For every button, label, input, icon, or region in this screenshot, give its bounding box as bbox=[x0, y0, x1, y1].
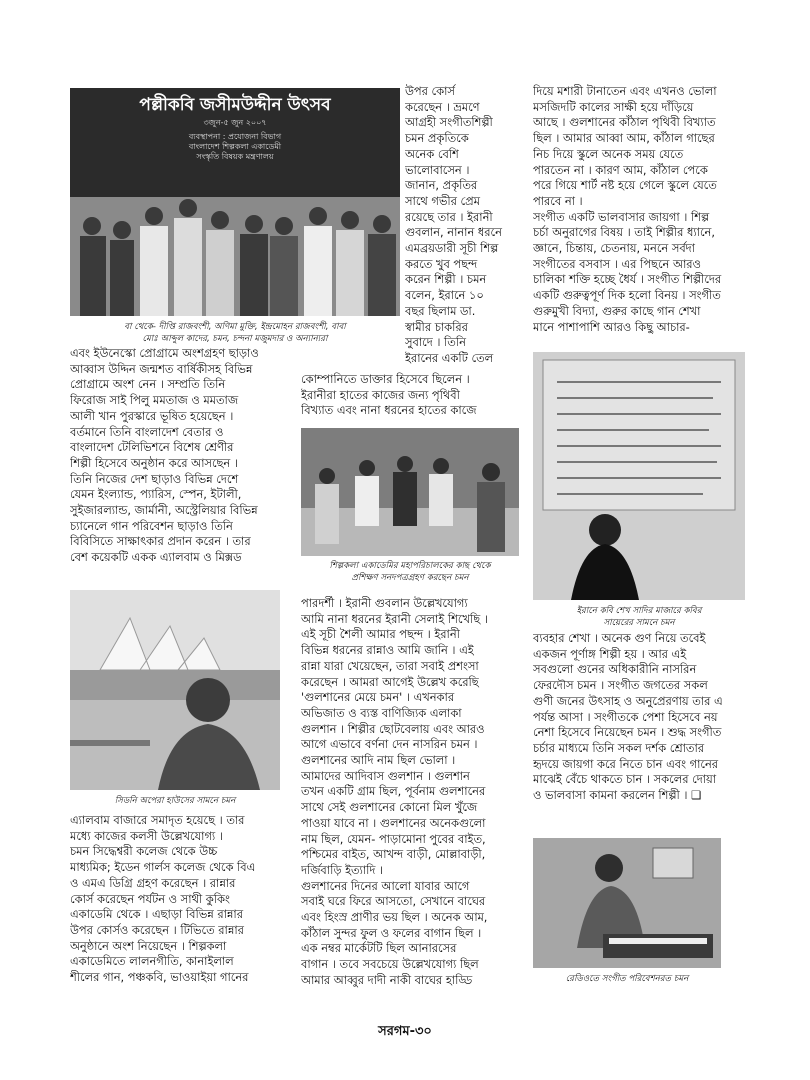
radio-photo-caption: রেডিওতে সংগীত পরিবেশনরত চমন bbox=[565, 974, 689, 984]
academy-photo-caption: শিল্পকলা একাডেমির মহাপরিচালকের কাছ থেকে প্রশিক্ষণ সনদপত্রগ্রহণ করছেন চমন bbox=[329, 561, 491, 583]
page-number: সরগম-৩০ bbox=[378, 1024, 432, 1039]
festival-photo-caption: বা থেকে- দীপ্তি রাজবংশী, অণিমা মুক্তি, ইন্দ্রমোহন রাজবংশী, বাবা মোঃ আব্দুল কাদের, চমন, চন্দনা মজুমদার ও অন্যান্যরা bbox=[124, 322, 346, 344]
article-col3-mid: ব্যবহার শেখা । অনেক গুণ নিয়ে তবেই একজন পূর্ণাঙ্গ শিল্পী হয় । আর এই সবগুলো গুনের অধিকারীনি নাসরিন ফেরদৌস চমন । সংগীত জগতের সকল গুণী জনের উৎসাহ ও অনুপ্রেরণায় তার এ পর্যন্ত আসা । সংগীতকে পেশা হিসেবে নয় নেশা হিসেবে নিয়েছেন চমন । শুদ্ধ সংগীত চর্চার মাধ্যমে তিনি সকল দর্শক শ্রোতার হৃদয়ে জায়গা করে নিতে চান এবং গানের মাঝেই বেঁচে থাকতে চান । সকলের দোয়া ও ভালবাসা কামনা করলেন শিল্পী । ❑ bbox=[533, 631, 723, 803]
article-col3-top: দিয়ে মশারী টানাতেন এবং এখনও ভোলা মসজিদটি কালের সাক্ষী হয়ে দাঁড়িয়ে আছে । গুলশানের কাঁঠাল পৃথিবী বিখ্যাত ছিল । আমার আব্বা আম, কাঁঠাল গাছের নিচ দিয়ে স্কুলে অনেক সময় যেতে পারতেন না । কারণ আম, কাঁঠাল পেকে পরে গিয়ে শার্ট নষ্ট হয়ে গেলে স্কুলে যেতে পারবে না । সংগীত একটি ভালবাসার জায়গা । শিল্প চর্চা অনুরাগের বিষয় । তাই শিল্পীর ধ্যানে, জ্ঞানে, চিন্তায়, চেতনায়, মননে সর্বদা সংগীতের বসবাস । এর পিছনে আরও চালিকা শক্তি হচ্ছে ধৈর্য । সংগীত শিল্পীদের একটি গুরুত্বপূর্ণ দিক হলো বিনয় । সংগীত গুরুমুখী বিদ্যা, গুরুর কাছে গান শেখা মানে পাশাপাশি আরও কিছু আচার- bbox=[533, 84, 722, 334]
sydney-opera-house-photo bbox=[70, 590, 280, 790]
article-col1-bottom: এ্যালবাম বাজারে সমাদৃত হয়েছে । তার মধ্যে কাজের কলসী উল্লেখযোগ্য । চমন সিদ্ধেশ্বরী কলেজ থেকে উচ্চ মাধ্যমিক; ইডেন গার্লস কলেজ থেকে বিএ ও এমএ ডিগ্রি গ্রহণ করেছেন । রান্নার কোর্স করেছেন পর্যটন ও সাথী কুকিং একাডেমি থেকে । এছাড়া বিভিন্ন রান্নার উপর কোর্সও করেছেন । টিভিতে রান্নার অনুষ্ঠানে অংশ নিয়েছেন । শিল্পকলা একাডেমিতে লালনগীতি, কানাইলাল শীলের গান, পঞ্চকবি, ভাওয়াইয়া গানের bbox=[70, 813, 256, 985]
sydney-photo-caption: সিডনি অপেরা হাউসের সামনে চমন bbox=[114, 796, 236, 806]
radio-performance-photo bbox=[533, 838, 721, 968]
banner-date: ৩জুন-৫ জুন ২০০৭ bbox=[203, 118, 267, 127]
iran-tomb-photo bbox=[533, 352, 745, 600]
article-col2-bottom: পারদর্শী । ইরানী গুবলান উল্লেখযোগ্য আমি নানা ধরনের ইরানী সেলাই শিখেছি । এই সূচী শৈলী আমার পছন্দ । ইরানী বিভিন্ন ধরনের রান্নাও আমি জানি । এই রান্না যারা খেয়েছেন, তারা সবাই প্রশংসা করেছেন । আমরা আগেই উল্লেখ করেছি 'গুলশানের মেয়ে চমন' । এখনকার অভিজাত ও ব্যস্ত বাণিজ্যিক এলাকা গুলশান । শিল্পীর ছোটবেলায় এবং আরও আগে এভাবে বর্ণনা দেন নাসরিন চমন । গুলশানের আদি নাম ছিল ভোলা । আমাদের আদিবাস গুলশান । গুলশান তখন একটি গ্রাম ছিল, পূর্বনাম গুলশানের সাথে সেই গুলশানের কোনো মিল খুঁজে পাওয়া যাবে না । গুলশানের অনেকগুলো নাম ছিল, যেমন- পাড়ামোনা পুবের বাইত, পশ্চিমের বাইত, আখন্দ বাড়ী, মোল্লাবাড়ী, দর্জিবাড়ি ইত্যাদি । গুলশানের দিনের আলো যাবার আগে সবাই ঘরে ফিরে আসতো, সেখানে বাঘের এবং হিংস্র প্রাণীর ভয় ছিল । অনেক আম, কাঁঠাল সুন্দর ফুল ও ফলের বাগান ছিল । এক নম্বর মার্কেটটি ছিল আনারসের বাগান । তবে সবচেয়ে উল্লেখযোগ্য ছিল আমার আব্বুর দাদী নাকী বাঘের হাড্ডি bbox=[301, 596, 488, 987]
banner-subtitle: ব্যবস্থাপনা : প্রযোজনা বিভাগ বাংলাদেশ শিল্পকলা একাডেমী সংস্কৃতি বিষয়ক মন্ত্রণালয় bbox=[188, 132, 282, 161]
article-col2-top: উপর কোর্স করেছেন । ভ্রমণে আগ্রহী সংগীতশিল্পী চমন প্রকৃতিকে অনেক বেশি ভালোবাসেন । জানান, প্রকৃতির সাথে গভীর প্রেম রয়েছে তার । ইরানী গুবলান, নানান ধরনে এমব্রয়ডারী সূচী শিল্প করতে খুব পছন্দ করেন শিল্পী । চমন বলেন, ইরানে ১০ বছর ছিলাম ডা. স্বামীর চাকরির সুবাদে । তিনি ইরানের একটি তেল bbox=[405, 84, 502, 365]
festival-group-photo bbox=[70, 88, 400, 316]
group-people-figure bbox=[70, 88, 400, 316]
banner-title: পল্লীকবি জসীমউদ্দীন উৎসব bbox=[139, 95, 331, 115]
article-col2-wide: কোম্পানিতে ডাক্তার হিসেবে ছিলেন । ইরানীরা হাতের কাজের জন্য পৃথিবী বিখ্যাত এবং নানা ধরনের হাতের কাজে bbox=[301, 372, 477, 418]
opera-house-portrait-figure bbox=[70, 590, 280, 790]
harmonium-singer-figure bbox=[533, 838, 721, 968]
inscription-wall-figure bbox=[533, 352, 745, 600]
academy-certificate-photo bbox=[301, 428, 519, 556]
certificate-scene-figure bbox=[301, 428, 519, 556]
article-col1-mid: এবং ইউনেস্কো প্রোগ্রামে অংশগ্রহণ ছাড়াও আব্বাস উদ্দিন জন্মশত বার্ষিকীসহ বিভিন্ন প্রোগ্রামে অংশ নেন । সম্প্রতি তিনি ফিরোজ সাই পিলু মমতাজ ও মমতাজ আলী খান পুরস্কারে ভূষিত হয়েছেন । বর্তমানে তিনি বাংলাদেশ বেতার ও বাংলাদেশ টেলিভিশনে বিশেষ শ্রেণীর শিল্পী হিসেবে অনুষ্ঠান করে আসছেন । তিনি নিজের দেশ ছাড়াও বিভিন্ন দেশে যেমন ইংল্যান্ড, প্যারিস, স্পেন, ইটালী, সুইজারল্যান্ড, জার্মানী, অস্ট্রেলিয়ার বিভিন্ন চ্যানেলে গান পরিবেশন ছাড়াও তিনি বিবিসিতে সাক্ষাৎকার প্রদান করেন । তার বেশ কয়েকটি একক এ্যালবাম ও মিক্সড bbox=[70, 346, 259, 565]
iran-photo-caption: ইরানে কবি শেখ সাদির মাজারে কবির সায়েরের সামনে চমন bbox=[576, 606, 702, 628]
